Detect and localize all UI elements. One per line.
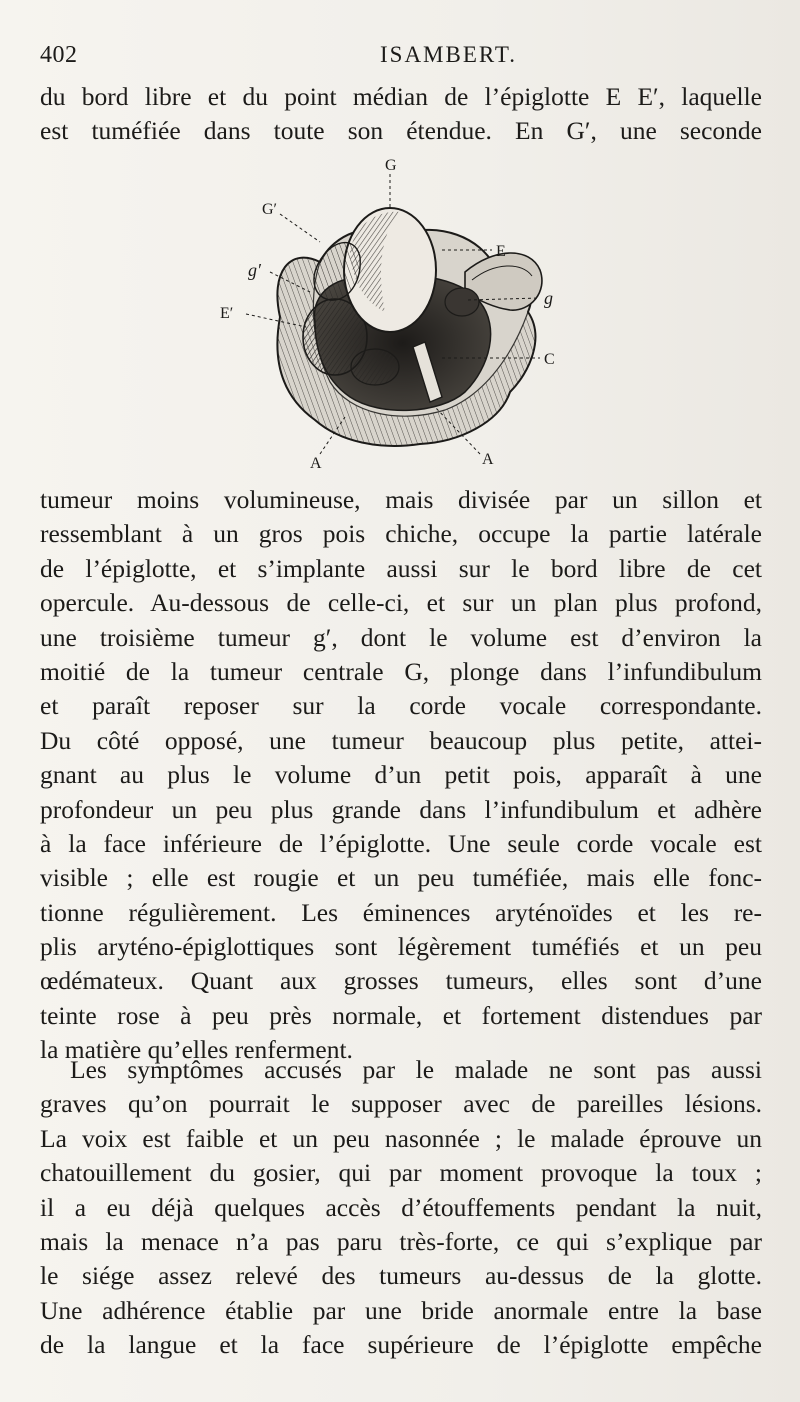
text-line: à la face inférieure de l’épiglotte. Une seule corde vocale est <box>40 828 762 858</box>
laryngoscopic-illustration <box>210 152 590 472</box>
running-title: ISAMBERT. <box>380 42 517 67</box>
text-line: graves qu’on pourrait le supposer avec de pareilles lésions. <box>40 1089 762 1119</box>
figure-label-g-prime: g′ <box>248 260 261 280</box>
text-line: le siége assez relevé des tumeurs au-dessus de la glotte. <box>40 1261 762 1291</box>
figure-label-g: g <box>544 288 553 308</box>
text-line: teinte rose à peu près normale, et fortement distendues par <box>40 1000 762 1030</box>
figure-label-G-prime: G′ <box>262 201 278 218</box>
figure-label-A-right: A <box>482 451 494 468</box>
text-line: opercule. Au-dessous de celle-ci, et sur un plan plus profond, <box>40 588 762 618</box>
text-line: de la langue et la face supérieure de l’épiglotte empêche <box>40 1330 762 1360</box>
text-line: est tuméfiée dans toute son étendue. En G′, une seconde <box>40 116 762 146</box>
text-line: Les symptômes accusés par le malade ne sont pas aussi <box>70 1055 762 1084</box>
text-line: gnant au plus le volume d’un petit pois, apparaît à une <box>40 760 762 790</box>
continued-paragraph <box>40 80 762 149</box>
text-line: tionne régulièrement. Les éminences aryténoïdes et les re- <box>40 897 762 927</box>
text-line: plis aryténo-épiglottiques sont légèrement tuméfiés et un peu <box>40 932 762 962</box>
text-line: et paraît reposer sur la corde vocale correspondante. <box>40 691 762 721</box>
text-line: de l’épiglotte, et s’implante aussi sur le bord libre de cet <box>40 553 762 583</box>
text-line: chatouillement du gosier, qui par moment provoque la toux ; <box>40 1158 762 1188</box>
text-line: Une adhérence établie par une bride anormale entre la base <box>40 1295 762 1325</box>
text-line: la matière qu’elles renferment. <box>40 1035 353 1065</box>
text-line: œdémateux. Quant aux grosses tumeurs, elles sont d’une <box>40 966 762 996</box>
paragraph-description <box>40 483 762 1068</box>
paragraph-symptoms <box>40 1053 762 1363</box>
page-number: 402 <box>40 42 78 68</box>
text-line: ressemblant à un gros pois chiche, occupe la partie latérale <box>40 519 762 549</box>
text-line: moitié de la tumeur centrale G, plonge dans l’infundibulum <box>40 656 762 686</box>
text-line: La voix est faible et un peu nasonnée ; le malade éprouve un <box>40 1123 762 1153</box>
text-line: tumeur moins volumineuse, mais divisée par un sillon et <box>40 485 762 514</box>
text-line: profondeur un peu plus grande dans l’infundibulum et adhère <box>40 794 762 824</box>
figure-label-G: G <box>385 157 397 174</box>
figure-label-C: C <box>544 351 555 368</box>
text-line: il a eu déjà quelques accès d’étouffements pendant la nuit, <box>40 1192 762 1222</box>
tumor-g <box>445 288 479 316</box>
figure-label-E: E <box>496 243 506 260</box>
figure-label-A-left: A <box>310 455 322 472</box>
text-line: mais la menace n’a pas paru très-forte, ce qui s’explique par <box>40 1226 762 1256</box>
illustration-drawing <box>210 152 590 472</box>
text-line: Du côté opposé, une tumeur beaucoup plus petite, attei- <box>40 725 762 755</box>
figure-label-E-prime: E′ <box>220 305 234 322</box>
text-line: du bord libre et du point médian de l’épiglotte E E′, laquelle <box>40 82 762 111</box>
page-header <box>40 42 760 74</box>
text-line: visible ; elle est rougie et un peu tuméfiée, mais elle fonc- <box>40 863 762 893</box>
text-line: une troisième tumeur g′, dont le volume est d’environ la <box>40 622 762 652</box>
